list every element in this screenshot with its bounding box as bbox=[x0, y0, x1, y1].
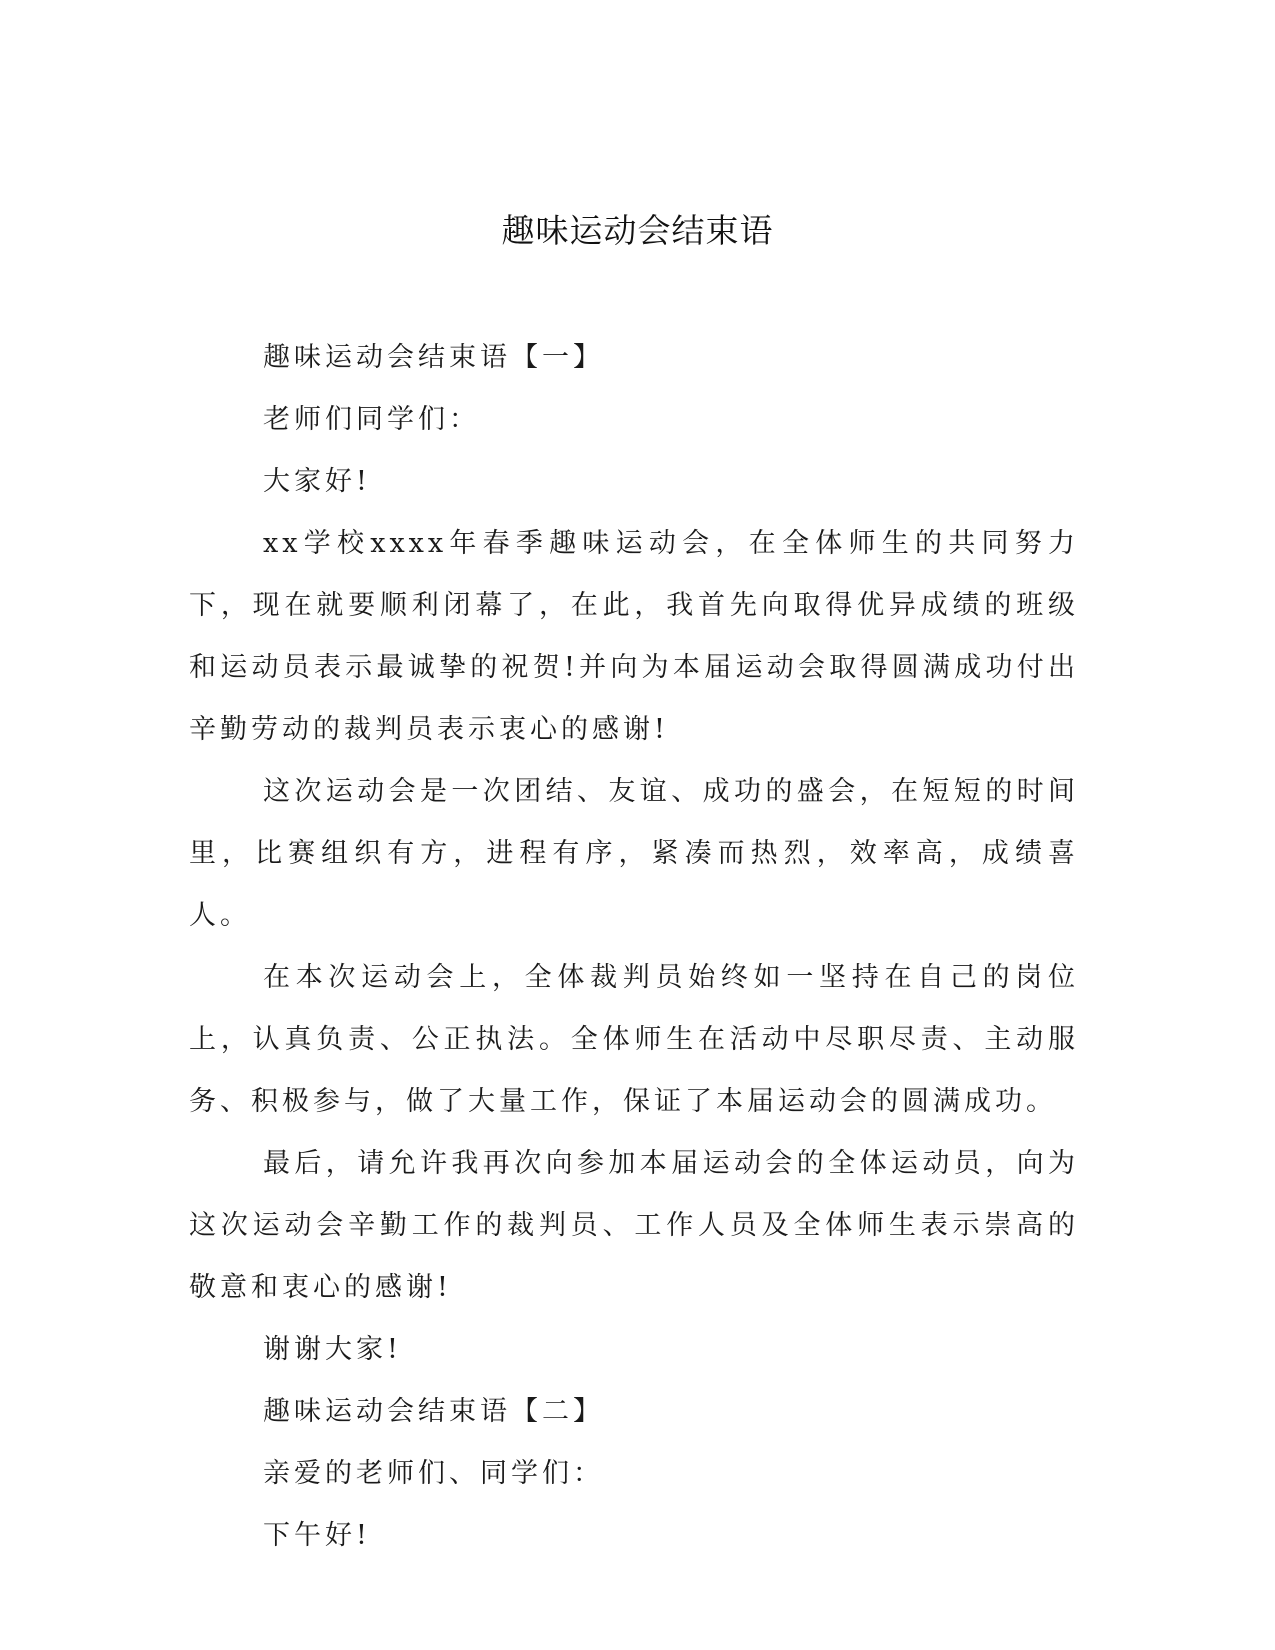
document-title: 趣味运动会结束语 bbox=[501, 211, 774, 250]
body-paragraph: 最后，请允许我再次向参加本届运动会的全体运动员，向为这次运动会辛勤工作的裁判员、工作人员及全体师生表示崇高的敬意和衷心的感谢! bbox=[189, 1148, 1079, 1303]
body-paragraph: xx学校xxxx年春季趣味运动会，在全体师生的共同努力下，现在就要顺利闭幕了，在此，我首先向取得优异成绩的班级和运动员表示最诚挚的祝贺!并向为本届运动会取得圆满成功付出辛勤劳动的裁判员表示衷心的感谢! bbox=[189, 528, 1079, 745]
section-heading-one: 趣味运动会结束语【一】 bbox=[263, 342, 604, 373]
section-heading-two: 趣味运动会结束语【二】 bbox=[263, 1396, 604, 1427]
document-body bbox=[189, 327, 1079, 1567]
salutation: 老师们同学们： bbox=[263, 404, 480, 435]
body-paragraph: 在本次运动会上，全体裁判员始终如一坚持在自己的岗位上，认真负责、公正执法。全体师生在活动中尽职尽责、主动服务、积极参与，做了大量工作，保证了本届运动会的圆满成功。 bbox=[189, 962, 1079, 1117]
greeting: 下午好! bbox=[263, 1520, 371, 1551]
closing-thanks: 谢谢大家! bbox=[263, 1334, 402, 1365]
greeting: 大家好! bbox=[263, 466, 371, 497]
salutation: 亲爱的老师们、同学们： bbox=[263, 1458, 604, 1489]
body-paragraph: 这次运动会是一次团结、友谊、成功的盛会，在短短的时间里，比赛组织有方，进程有序，紧凑而热烈，效率高，成绩喜人。 bbox=[189, 776, 1079, 931]
